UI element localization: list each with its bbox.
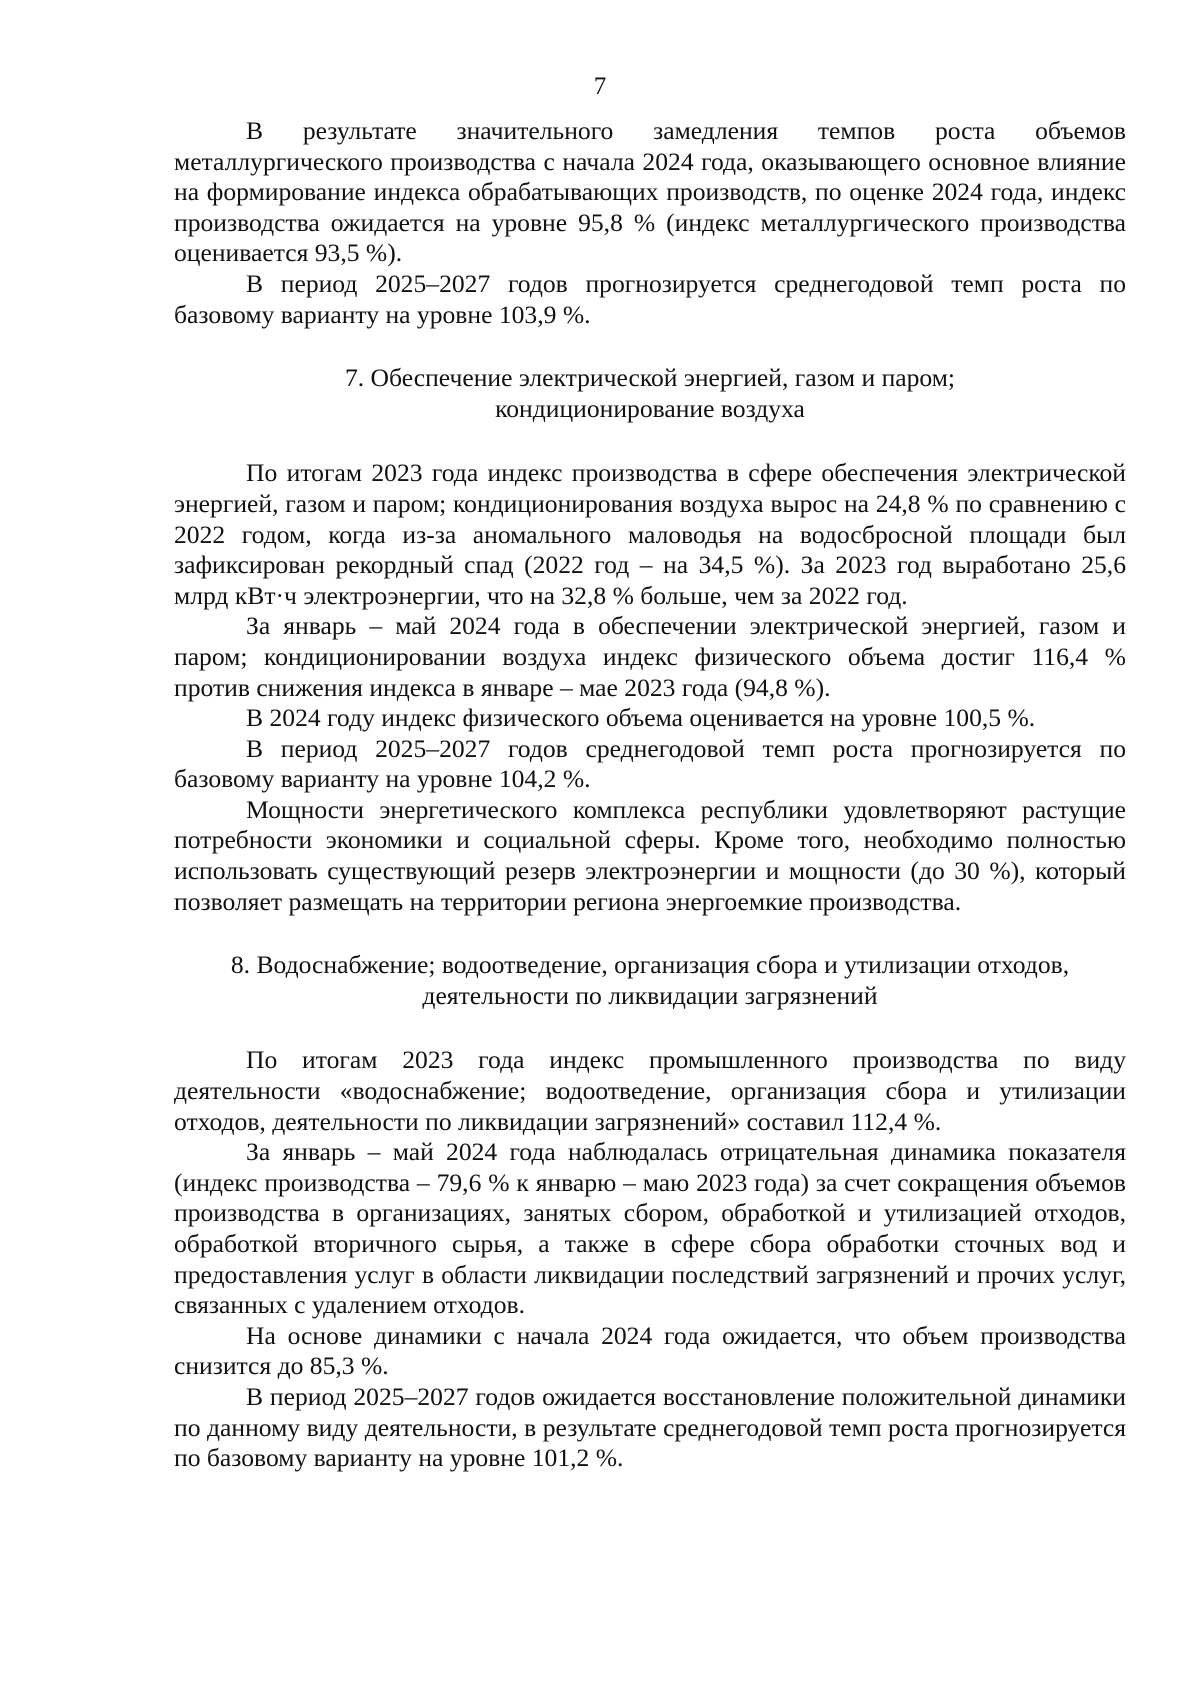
section-7-heading-line-2: кондиционирование воздуха [495,393,805,423]
intro-paragraph-1: В результате значительного замедления темпов роста объемов металлургического производства с начала 2024 года, оказывающего основное влияние на формирование индекса обрабатывающих производств, по оценке 2024 года, индекс производства ожидается на уровне 95,8 % (индекс металлургического производства оценивается 93,5 %). [174,116,1126,268]
intro-paragraph-2: В период 2025–2027 годов прогнозируется среднегодовой темп роста по базовому варианту на уровне 103,9 %. [174,268,1126,329]
section-8-paragraph-1: По итогам 2023 года индекс промышленного производства по виду деятельности «водоснабжение; водоотведение, организация сбора и утилизации отходов, деятельности по ликвидации загрязнений» составил 112,4 %. [174,1045,1126,1136]
section-8-heading [174,950,1126,1011]
section-8-paragraph-3: На основе динамики с начала 2024 года ожидается, что объем производства снизится до 85,3 %. [174,1320,1126,1381]
section-8-paragraph-4: В период 2025–2027 годов ожидается восстановление положительной динамики по данному виду деятельности, в результате среднегодовой темп роста прогнозируется по базовому варианту на уровне 101,2 %. [174,1381,1126,1473]
section-8-paragraph-2: За январь – май 2024 года наблюдалась отрицательная динамика показателя (индекс производства – 79,6 % к январю – маю 2023 года) за счет сокращения объемов производства в организациях, занятых сбором, обработкой и утилизацией отходов, обработкой вторичного сырья, а также в сфере сбора обработки сточных вод и предоставления услуг в области ликвидации последствий загрязнений и прочих услуг, связанных с удалением отходов. [174,1137,1126,1320]
section-8-heading-line-2: деятельности по ликвидации загрязнений [422,980,878,1010]
document-body [174,116,1126,1474]
section-8-heading-line-1: 8. Водоснабжение; водоотведение, организация сбора и утилизации отходов, [230,950,1070,980]
spacer [174,917,1126,950]
section-7-paragraph-2: За январь – май 2024 года в обеспечении электрической энергией, газом и паром; кондиционировании воздуха индекс физического объема достиг 116,4 % против снижения индекса в январе – мае 2023 года (94,8 %). [174,611,1126,702]
section-7-paragraph-4: В период 2025–2027 годов среднегодовой темп роста прогнозируется по базовому варианту на уровне 104,2 %. [174,733,1126,794]
spacer [174,330,1126,363]
spacer [174,424,1126,458]
section-7-paragraph-1: По итогам 2023 года индекс производства в сфере обеспечения электрической энергией, газом и паром; кондиционирования воздуха вырос на 24,8 % по сравнению с 2022 годом, когда из-за аномального маловодья на водосбросной площади был зафиксирован рекордный спад (2022 год – на 34,5 %). За 2023 год выработано 25,6 млрд кВт·ч электроэнергии, что на 32,8 % больше, чем за 2022 год. [174,458,1126,610]
section-7-heading [174,363,1126,424]
section-7-paragraph-3: В 2024 году индекс физического объема оценивается на уровне 100,5 %. [246,703,1036,733]
section-7-paragraph-5: Мощности энергетического комплекса республики удовлетворяют растущие потребности экономики и социальной сферы. Кроме того, необходимо полностью использовать существующий резерв электроэнергии и мощности (до 30 %), который позволяет размещать на территории региона энергоемкие производства. [174,794,1126,916]
section-7-heading-line-1: 7. Обеспечение электрической энергией, газом и паром; [344,363,956,393]
spacer [174,1011,1126,1045]
page-number: 7 [593,73,607,100]
